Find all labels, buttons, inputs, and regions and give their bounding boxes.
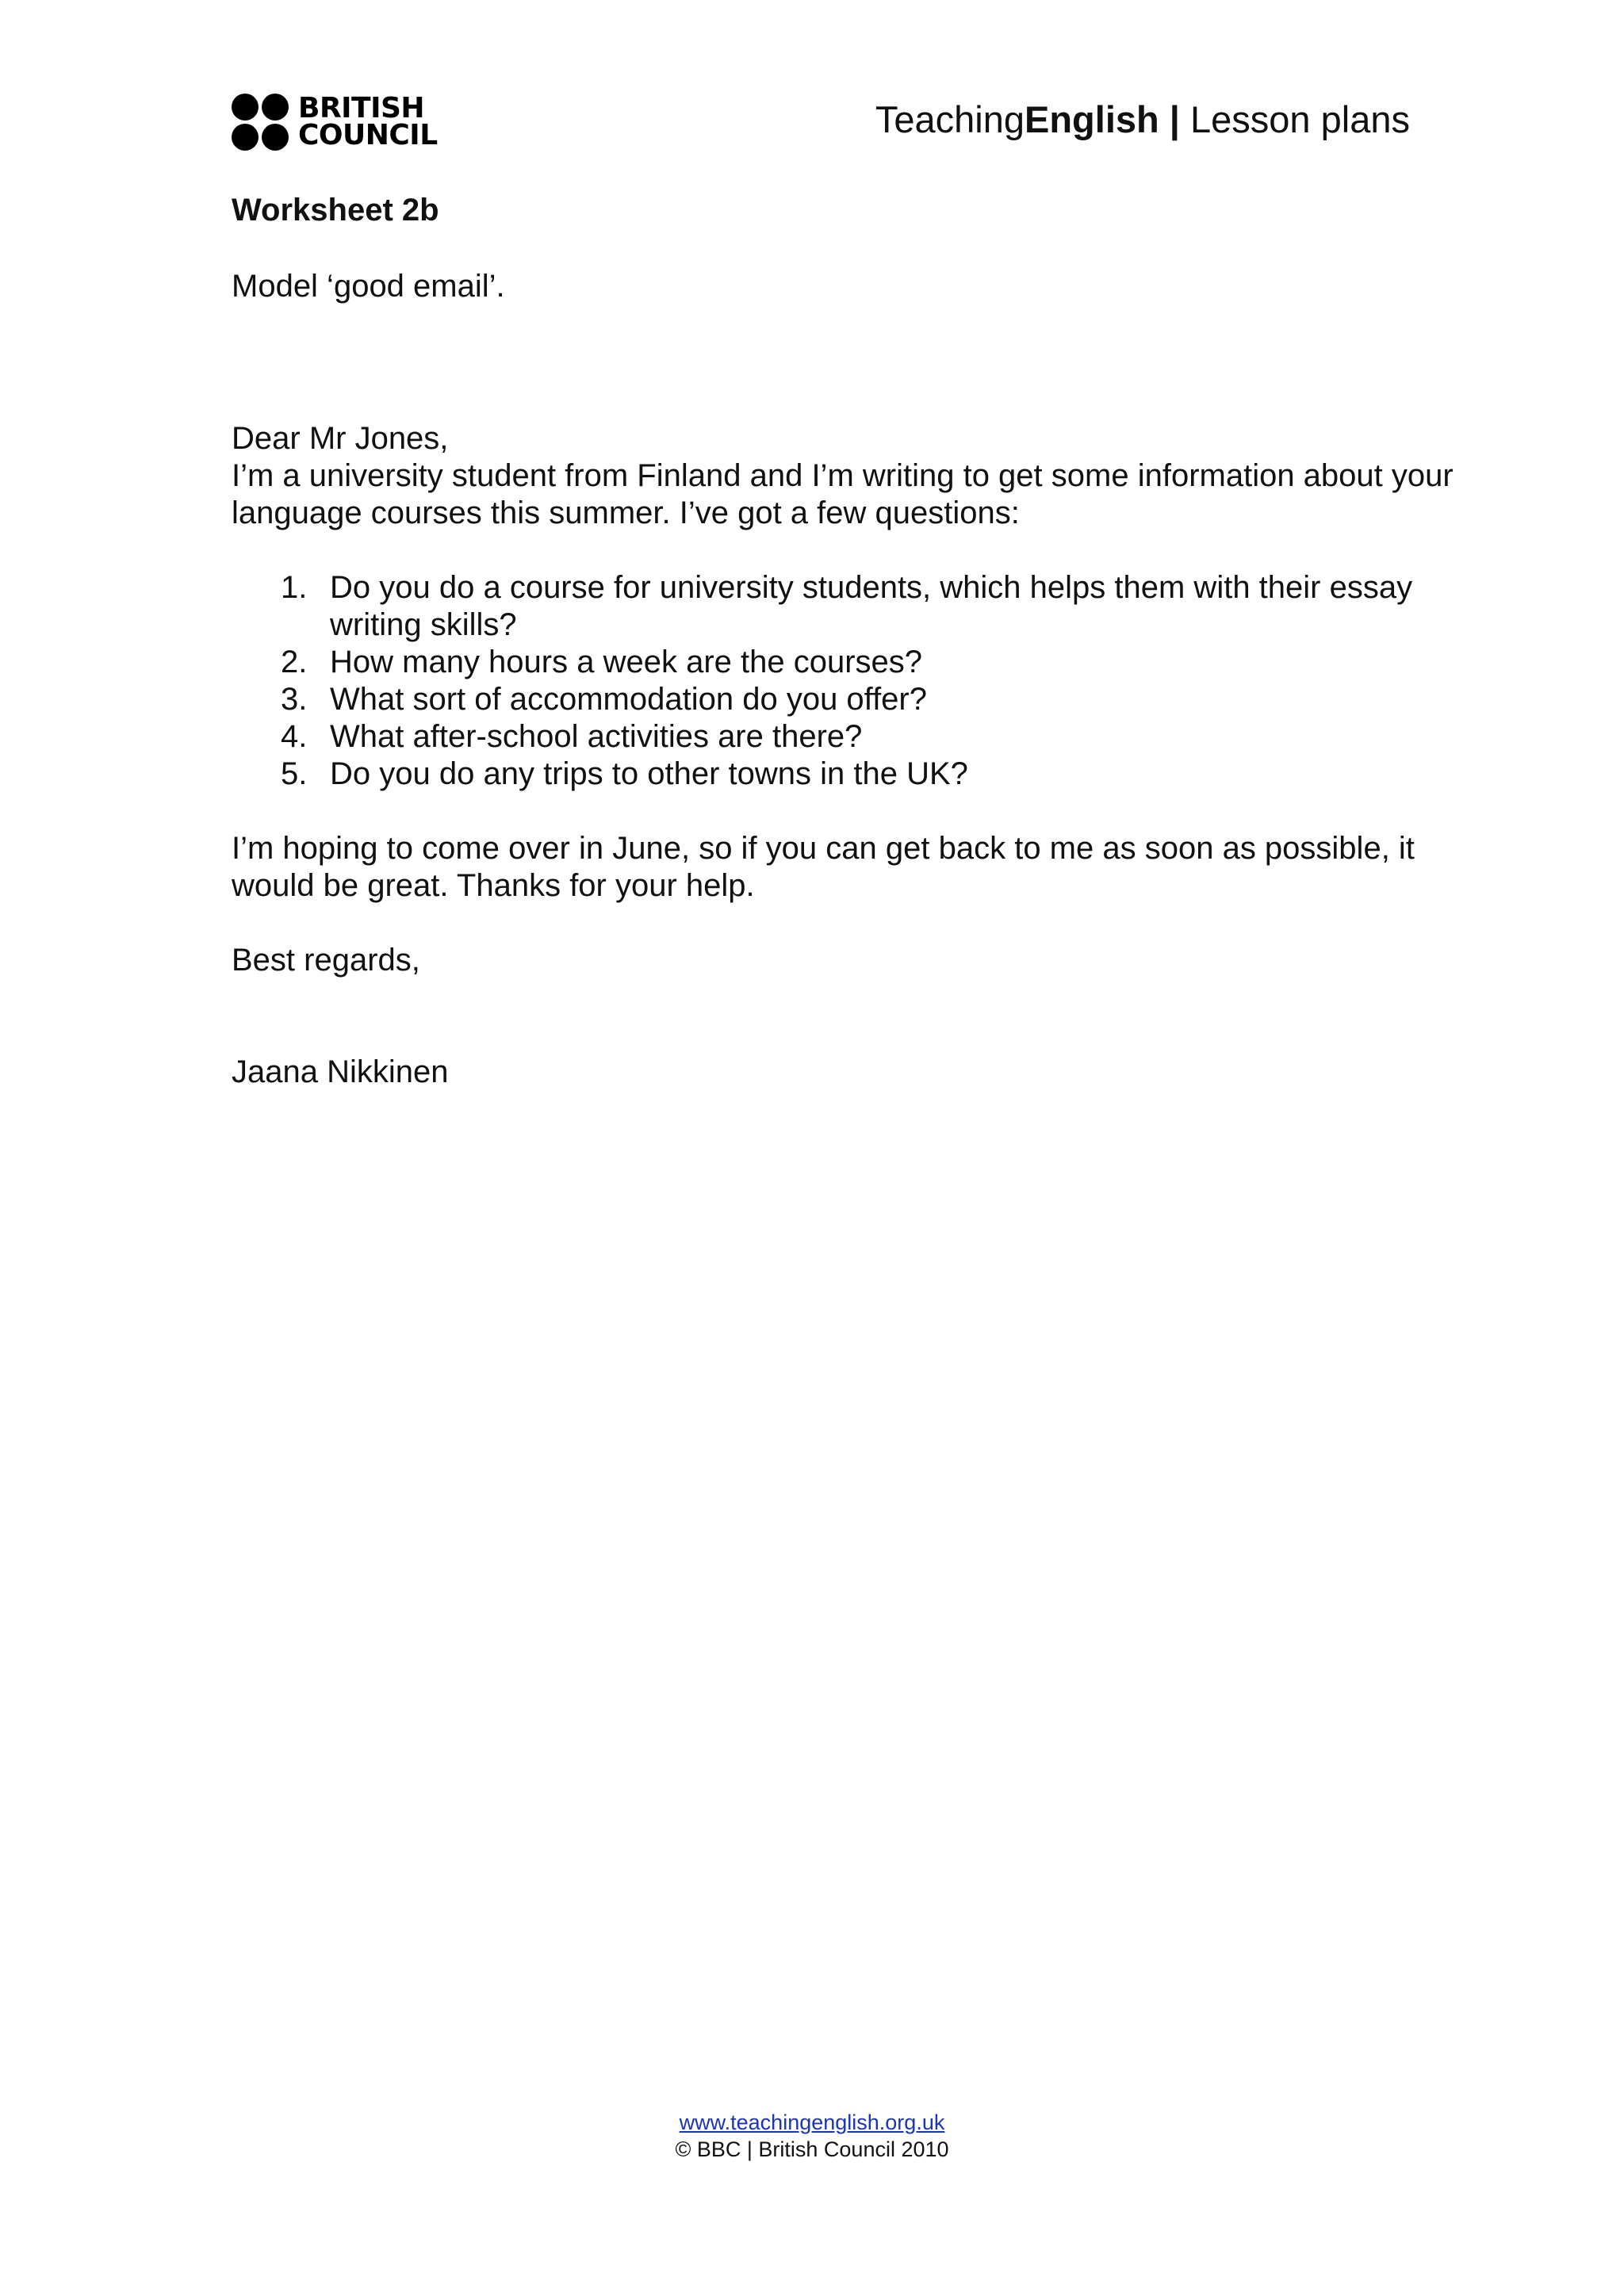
worksheet-subtitle: Model ‘good email’. bbox=[232, 269, 505, 304]
list-item bbox=[232, 644, 1469, 681]
logo-line-1: BRITISH bbox=[298, 92, 425, 124]
footer-website-link[interactable]: www.teachingenglish.org.uk bbox=[679, 2110, 945, 2134]
header-title-bold: English | bbox=[1025, 98, 1180, 140]
question-text: How many hours a week are the courses? bbox=[330, 645, 923, 679]
email-signoff: Best regards, bbox=[232, 943, 420, 978]
question-text: Do you do any trips to other towns in the UK? bbox=[330, 756, 968, 791]
list-item bbox=[232, 718, 1469, 756]
model-email bbox=[232, 420, 1469, 1091]
question-list bbox=[232, 569, 1469, 793]
list-item bbox=[232, 681, 1469, 718]
logo-text bbox=[298, 92, 438, 151]
email-intro: I’m a university student from Finland and I’m writing to get some information about your language courses this summer. I’ve got a few questions: bbox=[232, 458, 1454, 530]
british-council-logo bbox=[232, 94, 438, 151]
list-item bbox=[232, 569, 1469, 644]
question-number: 5. bbox=[281, 756, 308, 791]
question-number: 2. bbox=[281, 645, 308, 679]
logo-dots-icon bbox=[232, 94, 289, 151]
header-title-suffix: Lesson plans bbox=[1179, 98, 1410, 140]
page-footer bbox=[0, 2109, 1624, 2163]
question-number: 3. bbox=[281, 682, 308, 717]
email-salutation: Dear Mr Jones, bbox=[232, 421, 449, 456]
header-title-prefix: Teaching bbox=[875, 98, 1025, 140]
logo-line-2: COUNCIL bbox=[298, 119, 438, 151]
footer-copyright: © BBC | British Council 2010 bbox=[675, 2137, 949, 2161]
question-text: Do you do a course for university students, which helps them with their essay writing skills? bbox=[330, 570, 1413, 642]
worksheet-title: Worksheet 2b bbox=[232, 193, 439, 228]
list-item bbox=[232, 756, 1469, 793]
question-text: What after-school activities are there? bbox=[330, 719, 863, 754]
email-closing: I’m hoping to come over in June, so if you can get back to me as soon as possible, it would be great. Thanks for your help. bbox=[232, 831, 1415, 903]
header-title bbox=[875, 97, 1410, 143]
question-text: What sort of accommodation do you offer? bbox=[330, 682, 927, 717]
email-signature: Jaana Nikkinen bbox=[232, 1054, 449, 1089]
question-number: 1. bbox=[281, 570, 308, 605]
question-number: 4. bbox=[281, 719, 308, 754]
